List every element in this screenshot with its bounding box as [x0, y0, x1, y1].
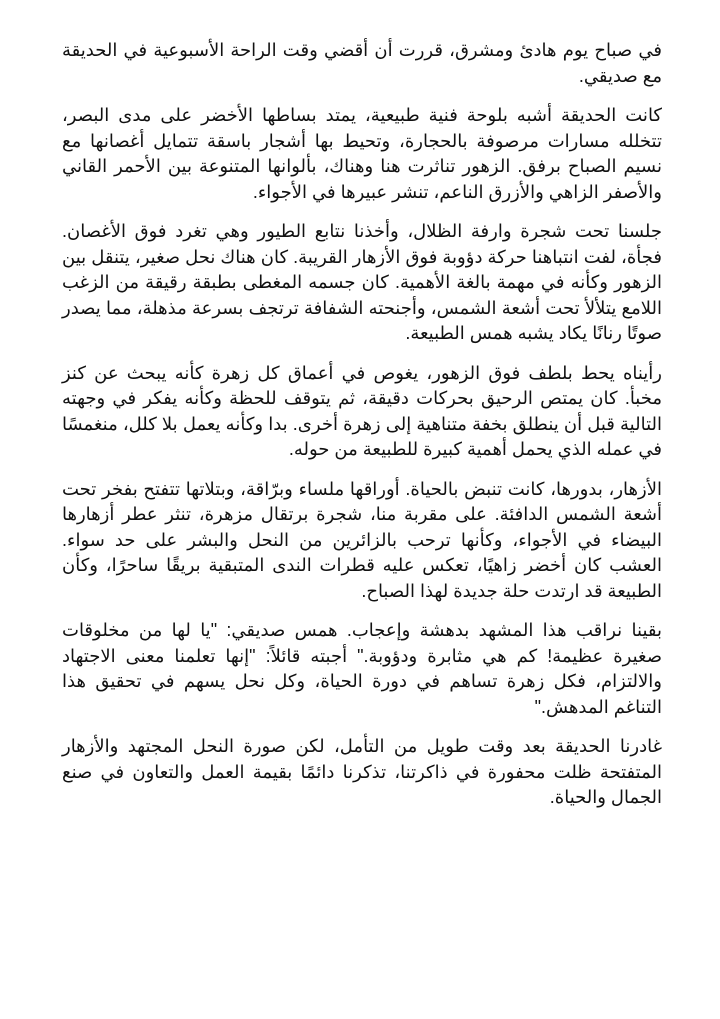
paragraph-2: كانت الحديقة أشبه بلوحة فنية طبيعية، يمتد بساطها الأخضر على مدى البصر، تتخلله مسارات مرصوفة بالحجارة، وتحيط بها أشجار باسقة تتمايل أغصانها مع نسيم الصباح برفق. الزهور تناثرت هنا وهناك، بألوانها المتنوعة بين الأحمر القاني والأصفر الزاهي والأزرق الناعم، تنشر عبيرها في الأجواء. — [62, 105, 662, 202]
paragraph-4: رأيناه يحط بلطف فوق الزهور، يغوص في أعماق كل زهرة كأنه يبحث عن كنز مخبأ. كان يمتص الرحيق بحركات دقيقة، ثم يتوقف للحظة وكأنه يفكر في وجهته التالية قبل أن ينطلق بخفة متناهية إلى زهرة أخرى. بدا وكأنه يعمل بلا كلل، منغمسًا في عمله الذي يحمل أهمية كبيرة للطبيعة من حوله. — [62, 362, 662, 459]
paragraph-7: غادرنا الحديقة بعد وقت طويل من التأمل، لكن صورة النحل المجتهد والأزهار المتفتحة ظلت محفورة في ذاكرتنا، تذكرنا دائمًا بقيمة العمل والتعاون في صنع الجمال والحياة. — [62, 736, 662, 807]
paragraph-5: الأزهار، بدورها، كانت تنبض بالحياة. أوراقها ملساء وبرّاقة، وبتلاتها تتفتح بفخر تحت أشعة الشمس الدافئة. على مقربة منا، شجرة برتقال مزهرة، تنثر عطر أزهارها البيضاء في الأجواء، وكأنها ترحب بالزائرين من النحل والبشر على حد سواء. العشب كان أخضر زاهيًا، تعكس عليه قطرات الندى المتبقية بريقًا ساحرًا، وكأن الطبيعة قد ارتدت حلة جديدة لهذا الصباح. — [62, 478, 662, 601]
paragraph-6: بقينا نراقب هذا المشهد بدهشة وإعجاب. همس صديقي: "يا لها من مخلوقات صغيرة عظيمة! كم هي مثابرة ودؤوبة." أجبته قائلاً: "إنها تعلمنا معنى الاجتهاد والالتزام، فكل زهرة تساهم في دورة الحياة، وكل نحل يسهم في تحقيق هذا التناغم المدهش." — [62, 620, 662, 717]
paragraph-3: جلسنا تحت شجرة وارفة الظلال، وأخذنا نتابع الطيور وهي تغرد فوق الأغصان. فجأة، لفت انتباهنا حركة دؤوبة فوق الأزهار القريبة. كان هناك نحل صغير، يتنقل بين الزهور وكأنه في مهمة بالغة الأهمية. كان جسمه المغطى بطبقة رقيقة من الزغب اللامع يتلألأ تحت أشعة الشمس، وأجنحته الشفافة ترتجف بسرعة مذهلة، مما يصدر صوتًا رنانًا يكاد يشبه همس الطبيعة. — [62, 221, 662, 343]
document-body — [62, 38, 662, 825]
paragraph-1: في صباح يوم هادئ ومشرق، قررت أن أقضي وقت الراحة الأسبوعية في الحديقة مع صديقي. — [62, 40, 662, 86]
